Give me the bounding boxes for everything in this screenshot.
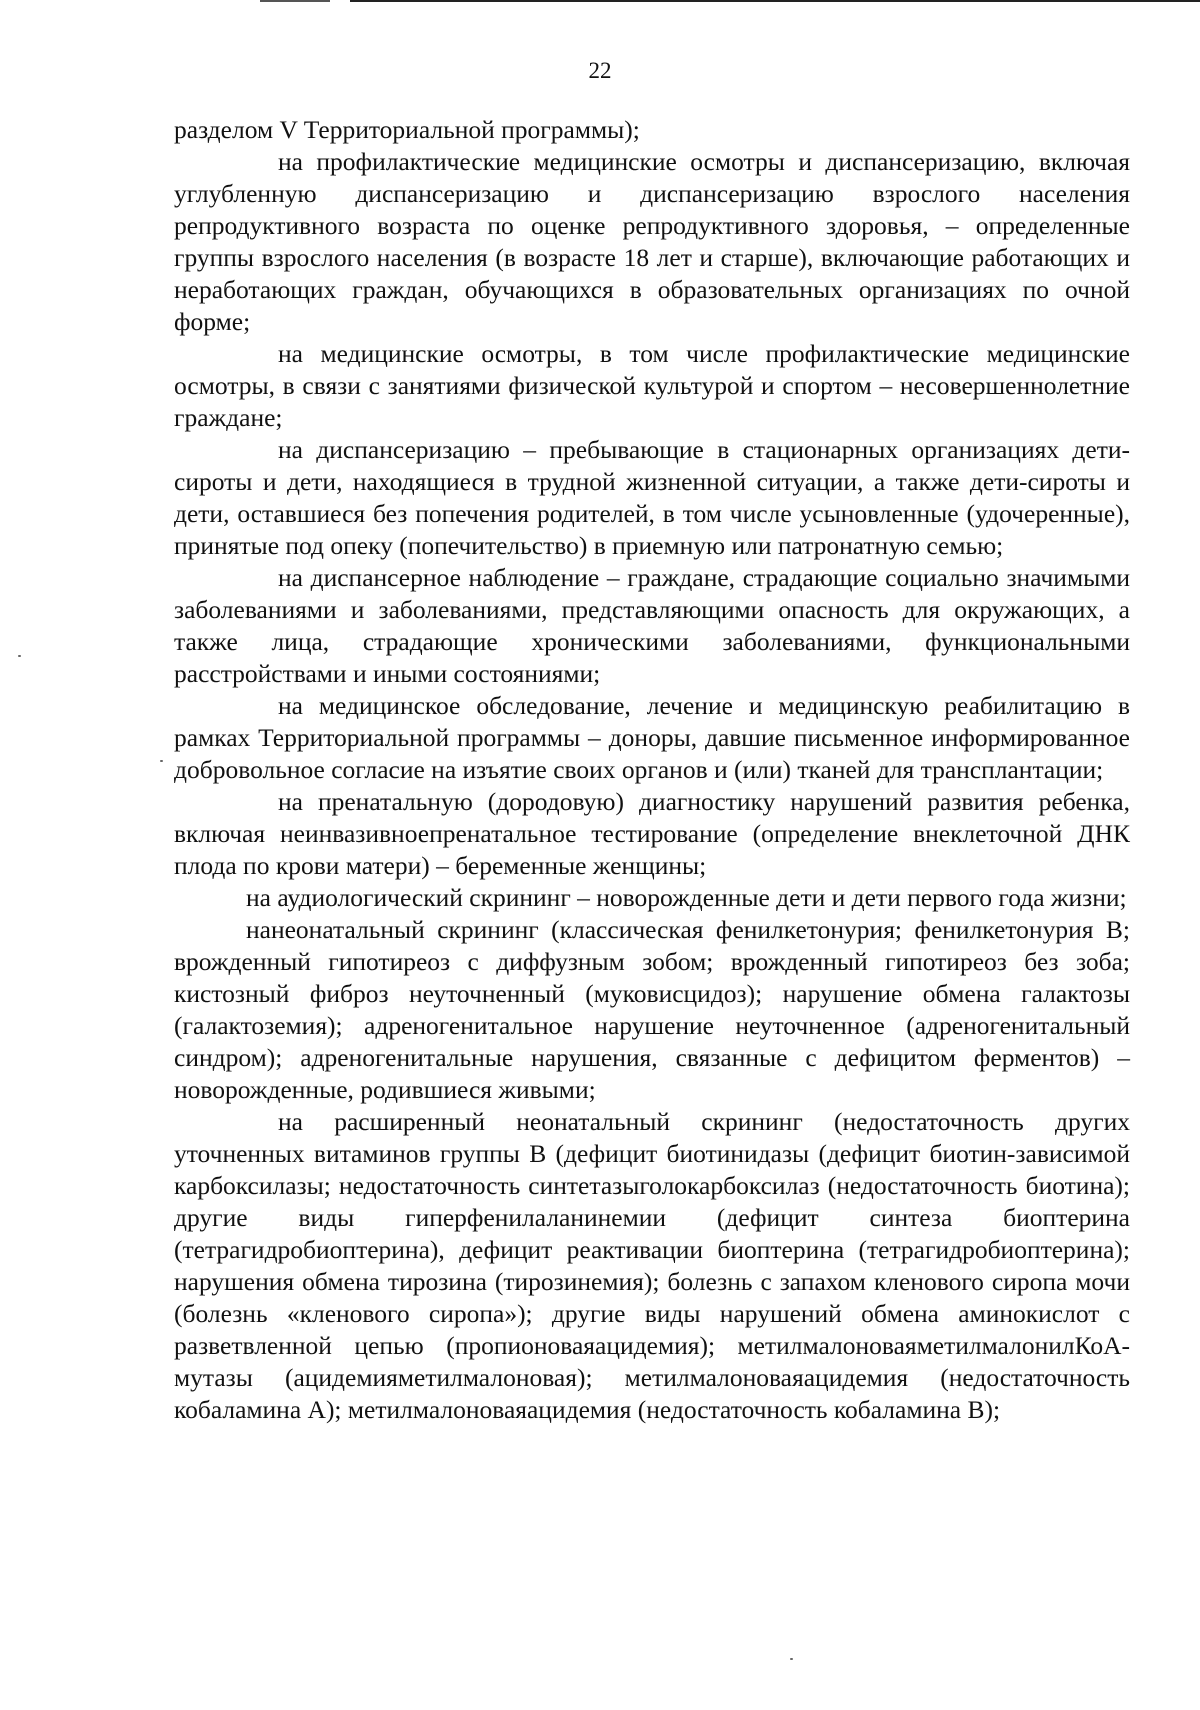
paragraph: на пренатальную (дородовую) диагностику нарушений развития ребенка, включая неинвазивноепренатальное тестирование (определение внеклеточной ДНК плода по крови матери) – беременные женщины; — [174, 787, 1130, 880]
scan-speck — [18, 655, 21, 657]
paragraph: на медицинское обследование, лечение и медицинскую реабилитацию в рамках Территориальной программы – доноры, давшие письменное информированное добровольное согласие на изъятие своих органов и (или) тканей для трансплантации; — [174, 691, 1130, 784]
paragraph: на диспансерное наблюдение – граждане, страдающие социально значимыми заболеваниями и заболеваниями, представляющими опасность для окружающих, а также лица, страдающие хроническими заболеваниями, функциональными расстройствами и иными состояниями; — [174, 563, 1130, 688]
paragraph: на диспансеризацию – пребывающие в стационарных организациях дети-сироты и дети, находящиеся в трудной жизненной ситуации, а также дети-сироты и дети, оставшиеся без попечения родителей, в том числе усыновленные (удочеренные), принятые под опеку (попечительство) в приемную или патронатную семью; — [174, 435, 1130, 560]
paragraph: нанеонатальный скрининг (классическая фенилкетонурия; фенилкетонурия В; врожденный гипотиреоз с диффузным зобом; врожденный гипотиреоз без зоба; кистозный фиброз неуточненный (муковисцидоз); нарушение обмена галактозы (галактоземия); адреногенитальное нарушение неуточненное (адреногенитальный синдром); адреногенитальные нарушения, связанные с дефицитом ферментов) – новорожденные, родившиеся живыми; — [174, 915, 1130, 1104]
page-number: 22 — [588, 58, 612, 83]
paragraph: на аудиологический скрининг – новорожденные дети и дети первого года жизни; — [246, 883, 1127, 912]
scan-edge-line — [260, 0, 330, 2]
scan-speck — [160, 760, 163, 762]
paragraph-continuation: разделом V Территориальной программы); — [174, 115, 640, 144]
paragraph: на профилактические медицинские осмотры и диспансеризацию, включая углубленную диспансеризацию и диспансеризацию взрослого населения репродуктивного возраста по оценке репродуктивного здоровья, – определенные группы взрослого населения (в возрасте 18 лет и старше), включающие работающих и неработающих граждан, обучающихся в образовательных организациях по очной форме; — [174, 147, 1130, 336]
paragraph: на расширенный неонатальный скрининг (недостаточность других уточненных витаминов группы В (дефицит биотинидазы (дефицит биотин-зависимой карбоксилазы; недостаточность синтетазыголокарбоксилаз (недостаточность биотина); другие виды гиперфенилаланинемии (дефицит синтеза биоптерина (тетрагидробиоптерина), дефицит реактивации биоптерина (тетрагидробиоптерина); нарушения обмена тирозина (тирозинемия); болезнь с запахом кленового сиропа мочи (болезнь «кленового сиропа»); другие виды нарушений обмена аминокислот с разветвленной цепью (пропионоваяацидемия); метилмалоноваяметилмалонилКоА-мутазы (ацидемияметилмалоновая); метилмалоноваяацидемия (недостаточность кобаламина А); метилмалоноваяацидемия (недостаточность кобаламина В); — [174, 1107, 1130, 1424]
scan-speck — [790, 1658, 793, 1660]
document-body — [174, 114, 1130, 1426]
scan-edge-line — [350, 0, 1200, 2]
paragraph: на медицинские осмотры, в том числе профилактические медицинские осмотры, в связи с занятиями физической культурой и спортом – несовершеннолетние граждане; — [174, 339, 1130, 432]
